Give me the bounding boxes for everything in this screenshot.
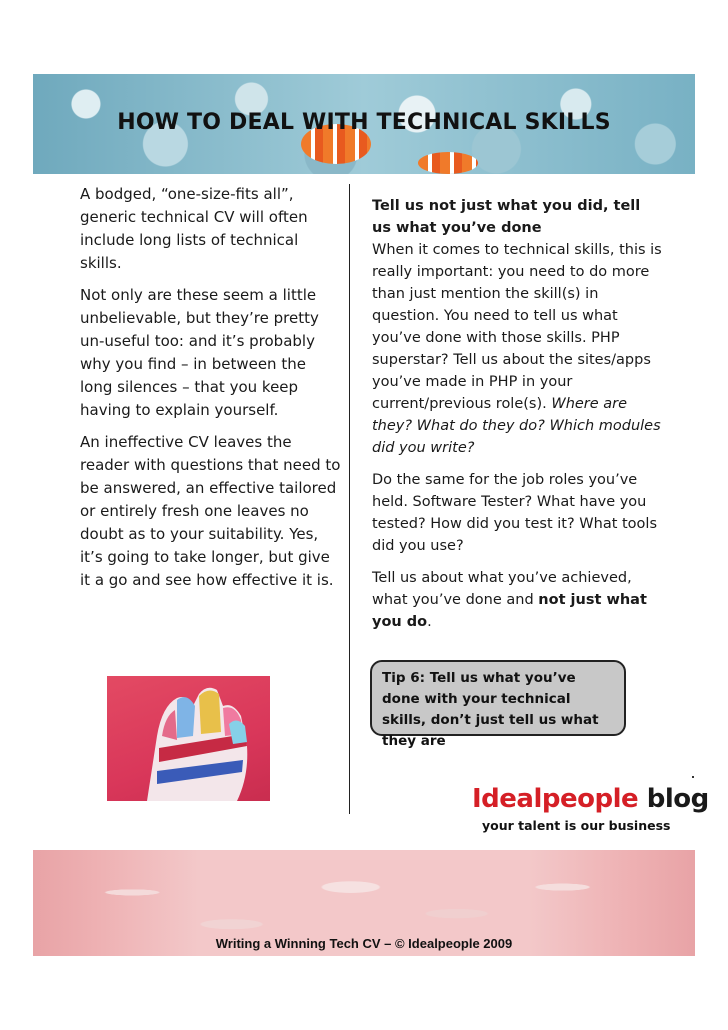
left-paragraph-3: An ineffective CV leaves the reader with questions that need to be answered, an effective tailored or entirely fresh one leaves no doubt as to your suitability. Yes, it’s going to take longer, but give it a go and see how effective it is. (80, 433, 341, 589)
right-column (372, 195, 662, 643)
header-banner (33, 74, 695, 174)
section-heading: Tell us not just what you did, tell us what you’ve done (372, 198, 641, 236)
page-title: HOW TO DEAL WITH TECHNICAL SKILLS (117, 110, 611, 135)
left-paragraph-1: A bodged, “one-size-fits all”, generic technical CV will often include long lists of technical skills. (80, 185, 308, 272)
right-paragraph-3-start: Tell us about what you’ve achieved, what you’ve done and (372, 570, 632, 608)
right-paragraph-3-bold: not just what you do (372, 592, 647, 630)
logo-blog: blog (646, 784, 709, 814)
left-paragraph-2: Not only are these seem a little unbelievable, but they’re pretty un-useful too: and it’s probably why you find – in between the long silences – that you keep having to explain yourself. (80, 286, 319, 419)
right-paragraph-2: Do the same for the job roles you’ve held. Software Tester? What have you tested? How did you test it? What tools did you use? (372, 472, 658, 554)
logo-tagline: your talent is our business (482, 818, 671, 833)
left-column (80, 183, 342, 601)
right-paragraph-3 (372, 567, 662, 633)
column-divider (349, 184, 350, 814)
bandaged-fingers-graphic (107, 676, 270, 801)
tip-text: Tip 6: Tell us what you’ve done with your technical skills, don’t just tell us what they are (382, 670, 599, 749)
idealpeople-logo (472, 784, 709, 840)
clownfish-image (418, 152, 478, 174)
footer-banner (33, 850, 695, 956)
right-paragraph-1: When it comes to technical skills, this is really important: you need to do more than just mention the skill(s) in question. You need to tell us what you’ve done with those skills. PHP superstar? Tell us about the sites/apps you’ve made in PHP in your current/previous role(s). (372, 242, 662, 412)
logo-brand: Idealpeople (472, 784, 639, 814)
logo-wordmark (472, 784, 709, 814)
right-paragraph-1-questions: Where are they? What do they do? Which modules did you write? (372, 396, 661, 456)
tip-box (370, 660, 626, 749)
bandaged-fingers-illustration (107, 676, 270, 801)
right-paragraph-3-end: . (427, 614, 432, 630)
stray-dot (692, 776, 694, 778)
footer-credit: Writing a Winning Tech CV – © Idealpeople 2009 (215, 936, 513, 951)
